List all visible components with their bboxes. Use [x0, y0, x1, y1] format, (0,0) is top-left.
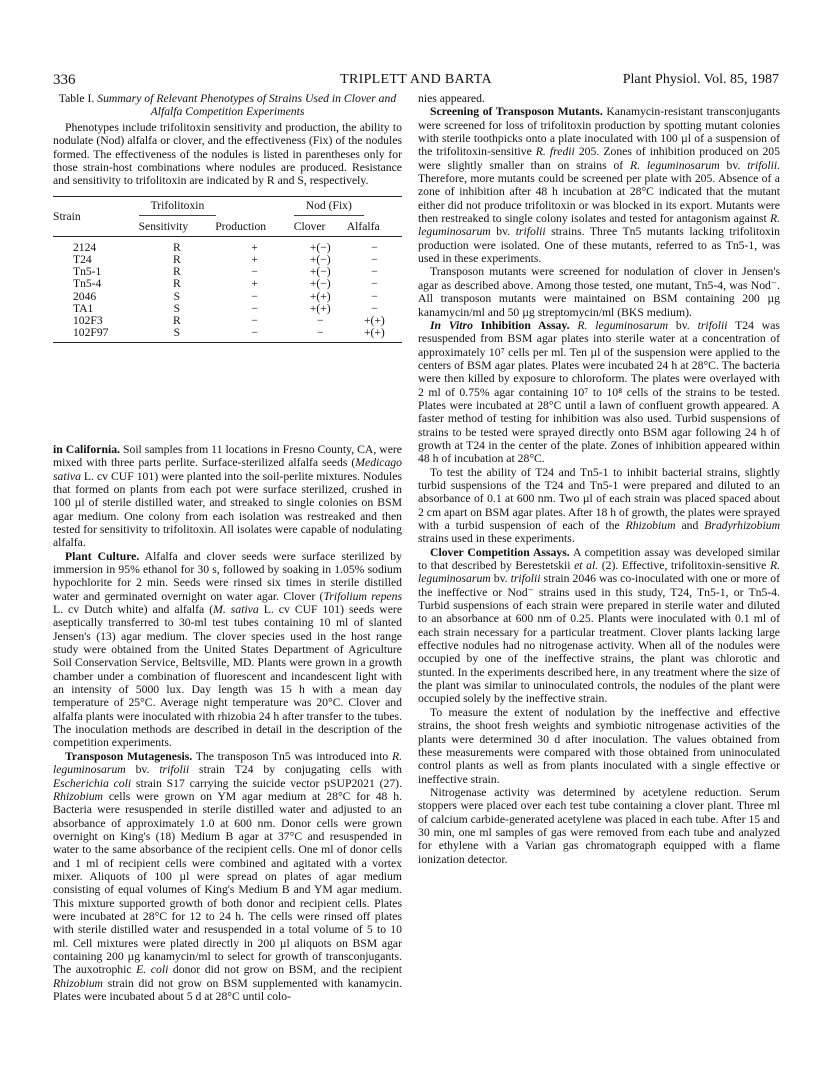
text-run: Nitrogenase activity was determined by acetylene reduction. Serum stoppers were placed over each test tube containing a clover plant. Three ml of calcium carbide-generated acetylene was placed in each tube. After 15 and 30 min, one ml samples of gas were removed from each tube and analyzed for ethylene with a Varian gas chromatograph equipped with a flame ionization detector. [418, 785, 780, 866]
group-header-trifolitoxin: Trifolitoxin [139, 199, 217, 215]
text-run: Alfalfa and clover seeds were surface sterilized by immersion in 95% ethanol for 30 s, followed by soaking in 1.05% sodium hypochlorite for 2 min. Seeds were rinsed six times in sterile distilled water and germinated overnight on water agar. Clover ( [53, 549, 402, 603]
running-header [53, 72, 779, 90]
italic-run: trifolii [515, 225, 546, 239]
italic-run: E. coli [136, 963, 169, 977]
alfalfa-cell: − [371, 277, 378, 291]
right-body-text [418, 92, 780, 866]
body-paragraph [418, 786, 780, 866]
clover-cell: +(−) [309, 241, 331, 255]
text-run: bv. [490, 572, 511, 586]
table-row [53, 291, 402, 303]
sensitivity-cell: S [173, 325, 181, 339]
sensitivity-cell: R [173, 241, 181, 255]
text-run: T24 was resuspended from BSM agar plates into sterile water at a concentration of approximately 10⁷ cells per ml. Ten µl of the suspension were applied to the centers of BSM agar plates. Plates were incubated 24 h at 28°C. The bacteria were then killed by exposure to chloroform. The plates were overlayed with 2 ml of 0.75% agar containing 10⁷ to 10⁸ cells of the strains to be tested. Plates were incubated at 28°C until a lawn of confluent growth appeared. A faster method of testing for inhibition was also used. Turbid suspensions of strains to be tested were sprayed directly onto BSM agar following 24 h of growth at T24 in the center of the plate. Zones of inhibition appeared within 48 h of incubation at 28°C. [418, 318, 780, 466]
sensitivity-cell: S [173, 289, 181, 303]
italic-run: trifolii [697, 318, 728, 332]
body-paragraph [53, 550, 402, 750]
italic-run: trifolii [510, 572, 541, 586]
text-run: cells were grown on YM agar medium at 28°C for 48 h. Bacteria were resuspended in sterile distilled water and adjusted to an absorbance of approximately 1.0 at 600 nm. Donor cells were grown overnight on King's (18) Medium B agar at 37°C and resuspended in water to the same absorbance of the recipient cells. One ml of donor cells and 1 ml of recipient cells were combined and agitated with a vortex mixer. Aliquots of 100 µl were spread on plates of agar medium consisting of equal volumes of King's Medium B and YM agar medium. This mixture supported growth of both donor and recipient cells. Plates were incubated at 28°C for 12 to 24 h. The cells were rinsed off plates with sterile distilled water and resuspended in a total volume of 5 to 10 ml. Cell mixtures were plated directly in 200 µl aliquots on BSM agar containing 200 µg kanamycin/ml to select for growth of transconjugants. The auxotrophic [53, 789, 402, 977]
section-heading: Inhibition Assay. [472, 318, 570, 332]
italic-run: M. sativa [213, 603, 259, 617]
italic-run: Escherichia coli [53, 776, 132, 790]
col-header-clover: Clover [294, 218, 347, 237]
alfalfa-cell: +(+) [363, 313, 385, 327]
italic-run: R. leguminosarum [418, 559, 780, 586]
clover-cell: +(+) [309, 301, 331, 315]
phenotype-table [53, 196, 402, 342]
strain-cell: TA1 [73, 301, 94, 315]
body-paragraph [418, 706, 780, 786]
text-run: and [675, 519, 705, 532]
italic-run: Rhizobium [53, 789, 103, 803]
table-row [53, 266, 402, 278]
sensitivity-cell: R [173, 265, 181, 279]
body-paragraph [418, 92, 780, 105]
text-run: 205. Zones of inhibition produced on 205 were slightly smaller than on strains of [418, 145, 780, 172]
strain-cell: 102F3 [73, 313, 103, 327]
body-paragraph [418, 265, 780, 318]
production-cell: − [251, 265, 258, 279]
body-paragraph [418, 105, 780, 265]
section-heading: Plant Culture. [65, 549, 140, 563]
strain-cell: 2124 [73, 241, 97, 255]
alfalfa-cell: − [371, 301, 378, 315]
text-run: bv. [490, 225, 516, 239]
text-run: Soil samples from 11 locations in Fresno County, CA, were mixed with three parts perlite. Surface-sterilized alfalfa seeds ( [53, 442, 402, 470]
table-title: Summary of Relevant Phenotypes of Strains Used in Clover and Alfalfa Competition Experiments [97, 92, 397, 118]
body-paragraph [53, 443, 402, 550]
table-note: Phenotypes include trifolitoxin sensitivity and production, the ability to nodulate (Nod) alfalfa or clover, and the effectiveness (Fix) of the nodules formed. The effectiveness of the nodules is listed in parentheses only for those strain-host combinations where nodules are produced. Resistance and sensitivity to trifolitoxin are indicated by R and S, respectively. [53, 121, 402, 188]
left-body-text [53, 443, 402, 1003]
text-run: nies appeared. [418, 92, 485, 105]
col-header-strain: Strain [53, 197, 139, 237]
table-row [53, 237, 402, 255]
table-row [53, 278, 402, 290]
production-cell: − [251, 289, 258, 303]
italic-run: Medicago sativa [53, 456, 402, 483]
production-cell: − [251, 301, 258, 315]
section-heading: In Vitro [430, 318, 473, 332]
strain-cell: 102F97 [73, 325, 109, 339]
body-paragraph [418, 546, 780, 706]
production-cell: + [251, 253, 258, 267]
text-run: A competition assay was developed similar to that described by Berestetskii [418, 545, 780, 573]
journal-citation: Plant Physiol. Vol. 85, 1987 [622, 72, 779, 87]
section-heading: Transposon Mutagenesis. [65, 749, 193, 763]
table-row [53, 315, 402, 327]
alfalfa-cell: − [371, 265, 378, 279]
group-header-nod-fix: Nod (Fix) [294, 199, 364, 215]
col-header-alfalfa: Alfalfa [347, 218, 402, 237]
italic-run: et al. [574, 559, 599, 573]
text-run: strain S17 carrying the suicide vector pSUP2021 (27). [131, 776, 402, 790]
text-run: bv. [668, 318, 698, 332]
production-cell: − [251, 325, 258, 339]
strain-cell: T24 [73, 253, 92, 267]
left-column [53, 92, 402, 1003]
body-paragraph [53, 750, 402, 1004]
section-heading: Clover Competition Assays. [430, 545, 570, 559]
text-run: L. cv Dutch white) and alfalfa ( [53, 603, 214, 617]
running-authors: TRIPLETT AND BARTA [340, 72, 492, 87]
table-label: Table I. [58, 92, 95, 105]
section-heading: Screening of Transposon Mutants. [430, 105, 603, 119]
italic-run: R. leguminosarum [630, 158, 720, 172]
text-run: strains. Three Tn5 mutants lacking trifolitoxin production were isolated. One of these mutants, referred to as Tn5-1, was used in these experiments. [418, 225, 780, 266]
right-column [418, 92, 780, 866]
text-run: To test the ability of T24 and Tn5-1 to inhibit bacterial strains, slightly turbid suspensions of the T24 and Tn5-1 were prepared and diluted to an absorbance of 0.1 at 600 nm. Two µl of each strain was placed spaced about 2 cm apart on BSM agar plates. After 18 h of growth, the plates were sprayed with a turbid suspension of each of the [418, 465, 780, 532]
section-heading: in California. [53, 442, 120, 456]
alfalfa-cell: +(+) [363, 325, 385, 339]
text-run: bv. [125, 763, 160, 777]
text-run: Therefore, more mutants could be screened per plate with 205. Absence of a zone of inhibition after 48 h incubation at 28°C indicated that the mutant either did not produce trifolitoxin or was blocked in its export. Mutants were then restreaked to single colony isolates and tested for antagonism against [418, 172, 780, 226]
table-caption [53, 92, 402, 118]
clover-cell: − [316, 313, 324, 327]
clover-cell: +(−) [309, 253, 331, 267]
clover-cell: − [316, 325, 324, 339]
text-run: L. cv CUF 101) seeds were aseptically transferred to 30-ml test tubes containing 10 ml of slanted Jensen's (13) agar medium. The clover species used in the host range study were obtained from the United States Department of Agriculture Soil Conservation Service, Beltsville, MD. Plants were grown in a growth chamber under a combination of fluorescent and incandescent light with an intensity of 5000 lux. Day length was 15 h with a mean day temperature of 25°C. Average night temperature was 20°C. Clover and alfalfa plants were inoculated with rhizobia 24 h after transfer to the tubes. The inoculation methods are described in detail in the description of the competition experiments. [53, 603, 403, 750]
production-cell: − [251, 313, 258, 327]
text-run: strain did not grow on BSM supplemented with kanamycin. Plates were incubated about 5 d at 28°C until colo- [53, 976, 402, 1004]
strain-cell: Tn5-1 [73, 265, 102, 279]
text-run: To measure the extent of nodulation by the ineffective and effective strains, the shoot fresh weights and symbiotic nitrogenase activities of the plants were determined 30 d after inoculation. The values obtained from these measurements were compared with those obtained from uninoculated control plants as well as from plants inoculated with a single effective or ineffective strain. [418, 705, 780, 786]
page-number: 336 [53, 72, 76, 88]
sensitivity-cell: R [173, 253, 181, 267]
text-run: strains used in these experiments. [418, 532, 575, 546]
italic-run: Trifolium repens [323, 589, 402, 603]
body-paragraph [418, 466, 780, 546]
table-row [53, 303, 402, 315]
production-cell: + [251, 241, 258, 255]
text-run: (2). Effective, trifolitoxin-sensitive [598, 559, 770, 573]
clover-cell: +(+) [309, 289, 331, 303]
text-run: strain 2046 was co-inoculated with one or more of the ineffective or Nod⁻ strains used in this study, T24, Tn5-1, or Tn5-4. Turbid suspensions of each strain were prepared in sterile water and diluted to an absorbance at 600 nm of 0.25. Plants were inoculated with 0.1 ml of each strain necessary for a particular treatment. Clover plants lacking large effective nodules had no nitrogenase activity. When all of the nodules were occupied by one of the ineffective strains, the plant was chlorotic and stunted. In the experiments described here, in any treatment where the size of the plant was similar to uninoculated controls, the nodules of the plant were occupied solely by the ineffective strain. [418, 572, 780, 706]
alfalfa-cell: − [371, 289, 378, 303]
italic-run: trifolii. [747, 158, 780, 172]
alfalfa-cell: − [371, 241, 378, 255]
text-run: strain T24 by conjugating cells with [189, 763, 402, 777]
sensitivity-cell: R [173, 313, 181, 327]
italic-run: R. leguminosarum [577, 318, 669, 332]
body-paragraph [418, 319, 780, 466]
text-run: Transposon mutants were screened for nodulation of clover in Jensen's agar as described above. Among those tested, one mutant, Tn5-4, was Nod⁻. All transposon mutants were maintained on BSM containing 200 µg kanamycin/ml and 50 µg streptomycin/ml (BKS medium). [418, 265, 780, 319]
strain-cell: 2046 [73, 289, 97, 303]
clover-cell: +(−) [309, 277, 331, 291]
italic-run: R. leguminosarum [53, 749, 402, 777]
production-cell: + [251, 277, 258, 291]
clover-cell: +(−) [309, 265, 331, 279]
sensitivity-cell: S [173, 301, 181, 315]
text-run: The transposon Tn5 was introduced into [192, 749, 392, 763]
italic-run: R. leguminosarum [418, 212, 780, 239]
sensitivity-cell: R [173, 277, 181, 291]
text-run: donor did not grow on BSM, and the recipient [168, 963, 402, 977]
italic-run: Rhizobium [53, 976, 103, 990]
alfalfa-cell: − [371, 253, 378, 267]
italic-run: Bradyrhizobium [704, 519, 781, 532]
col-header-sensitivity: Sensitivity [139, 218, 216, 237]
table-row [53, 254, 402, 266]
text-run: Kanamycin-resistant transconjugants were screened for loss of trifolitoxin production by spotting mutant colonies with sterile toothpicks onto a plate inoculated with 100 µl of a suspension of the trifolitoxin-sensitive [418, 105, 780, 159]
italic-run: R. fredii [535, 145, 575, 159]
strain-cell: Tn5-4 [73, 277, 102, 291]
table-row [53, 327, 402, 343]
text-run: bv. [719, 158, 748, 172]
italic-run: trifolii [159, 763, 190, 777]
text-run: L. cv CUF 101) were planted into the soil-perlite mixtures. Nodules that formed on plants from each pot were surface sterilized, crushed in 100 µl of sterile distilled water, and streaked to single colonies on BSM agar medium. One colony from each isolation was restreaked and then tested for sensitivity to trifolitoxin. All isolates were capable of nodulating alfalfa. [53, 469, 402, 550]
italic-run: Rhizobium [625, 519, 676, 532]
col-header-production: Production [215, 218, 294, 237]
